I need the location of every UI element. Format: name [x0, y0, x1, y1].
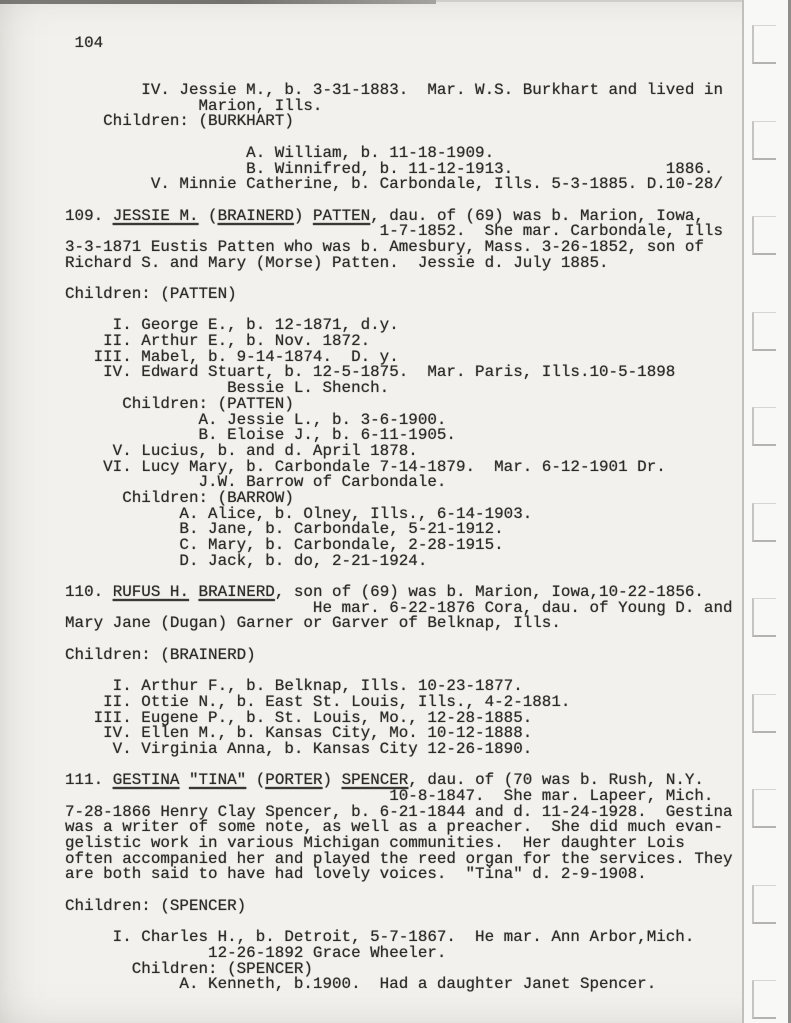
- underlined-text: PORTER: [265, 771, 323, 790]
- text-line: [65, 616, 733, 632]
- text-segment: 1-7-1852. She mar. Carbondale, Ills: [65, 222, 723, 241]
- text-line: [65, 551, 733, 570]
- text-segment: Richard S. and Mary (Morse) Patten. Jessie d. July 1885.: [65, 253, 609, 272]
- text-segment: III. Eugene P., b. St. Louis, Mo., 12-28-1885.: [65, 708, 533, 727]
- text-line: [65, 645, 733, 664]
- text-segment: VI. Lucy Mary, b. Carbondale 7-14-1879. Mar. 6-12-1901 Dr.: [65, 457, 666, 476]
- text-segment: A. William, b. 11-18-1909.: [65, 143, 495, 162]
- text-line: [65, 36, 733, 52]
- text-segment: I. Charles H., b. Detroit, 5-7-1867. He mar. Ann Arbor,Mich.: [65, 928, 695, 947]
- text-segment: 10-8-1847. She mar. Lapeer, Mich.: [65, 787, 714, 805]
- document-lines: [65, 36, 733, 993]
- text-segment: Children: (BRAINERD): [65, 645, 256, 664]
- binder-mark: [752, 25, 776, 64]
- text-segment: IV. Edward Stuart, b. 12-5-1875. Mar. Paris, Ills.10-5-1898: [65, 363, 676, 382]
- text-segment: Children: (BARROW): [65, 488, 294, 507]
- text-line: [65, 287, 733, 303]
- text-segment: II. Arthur E., b. Nov. 1872.: [65, 332, 371, 351]
- underlined-text: PATTEN: [312, 206, 371, 225]
- text-segment: 7-28-1866 Henry Clay Spencer, b. 6-21-1844 and d. 11-24-1928. Gestina: [65, 802, 733, 821]
- text-segment: A. Alice, b. Olney, Ills., 6-14-1903.: [65, 504, 533, 523]
- text-segment: C. Mary, b. Carbondale, 2-28-1915.: [65, 536, 504, 554]
- text-segment: was a writer of some note, as well as a preacher. She did much evan-: [65, 818, 723, 837]
- text-segment: , dau. of (70 was b. Rush, N.Y.: [408, 771, 704, 790]
- binder-mark: [752, 598, 776, 637]
- text-line: [65, 977, 733, 993]
- text-segment: Children: (SPENCER): [65, 959, 313, 978]
- text-line: [65, 177, 733, 193]
- text-segment: B. Winnifred, b. 11-12-1913. 1886.: [65, 159, 714, 178]
- binder-mark: [752, 216, 776, 255]
- binder-mark: [752, 312, 776, 351]
- binder-mark: [752, 407, 776, 446]
- text-segment: (: [198, 206, 218, 225]
- text-segment: Marion, Ills.: [65, 96, 323, 115]
- text-segment: 109.: [65, 206, 113, 225]
- text-segment: V. Lucius, b. and d. April 1878.: [65, 441, 418, 460]
- underlined-text: BRAINERD: [217, 206, 294, 225]
- text-segment: I. Arthur F., b. Belknap, Ills. 10-23-1877.: [65, 677, 523, 696]
- text-line: [65, 52, 733, 68]
- underlined-text: "TINA": [189, 771, 247, 790]
- text-segment: Children: (SPENCER): [65, 896, 247, 915]
- text-segment: D. Jack, b. do, 2-21-1924.: [65, 551, 428, 570]
- underlined-text: GESTINA: [112, 771, 180, 790]
- binder-mark: [752, 885, 776, 924]
- binder-mark: [752, 980, 776, 1019]
- text-segment: B. Jane, b. Carbondale, 5-21-1912.: [65, 520, 504, 539]
- binder-mark: [752, 789, 776, 828]
- scan-top-edge-artifact: [0, 0, 436, 4]
- text-segment: Children: (PATTEN): [65, 285, 237, 303]
- text-segment: Children: (BURKHART): [65, 112, 294, 131]
- text-segment: III. Mabel, b. 9-14-1874. D. y.: [65, 347, 399, 366]
- text-segment: (: [246, 771, 266, 790]
- text-segment: often accompanied her and played the reed organ for the services. They: [65, 849, 733, 868]
- text-line: [65, 253, 733, 272]
- text-segment: , dau. of (69) was b. Marion, Iowa,: [370, 206, 704, 225]
- underlined-text: BRAINERD: [198, 583, 275, 602]
- text-line: [65, 867, 733, 883]
- text-segment: He mar. 6-22-1876 Cora, dau. of Young D. and: [65, 598, 733, 617]
- text-segment: B. Eloise J., b. 6-11-1905.: [65, 426, 456, 445]
- text-segment: IV. Ellen M., b. Kansas City, Mo. 10-12-1888.: [65, 724, 533, 743]
- text-segment: , son of (69) was b. Marion, Iowa,10-22-1856.: [274, 583, 704, 602]
- text-line: [65, 896, 733, 915]
- text-segment: 104: [65, 34, 104, 52]
- text-segment: 12-26-1892 Grace Wheeler.: [65, 943, 447, 962]
- text-segment: I. George E., b. 12-1871, d.y.: [65, 316, 399, 335]
- underlined-text: RUFUS H.: [112, 583, 189, 602]
- text-segment: A. Kenneth, b.1900. Had a daughter Janet Spencer.: [65, 975, 657, 994]
- scan-top-edge-artifact-faint: [436, 0, 742, 2]
- text-segment: 110.: [65, 583, 113, 602]
- text-segment: A. Jessie L., b. 3-6-1900.: [65, 410, 447, 429]
- text-segment: gelistic work in various Michigan communities. Her daughter Lois: [65, 834, 685, 853]
- underlined-text: SPENCER: [341, 771, 409, 790]
- text-line: [65, 739, 733, 758]
- text-segment: Bessie L. Shench.: [65, 379, 390, 398]
- text-segment: V. Virginia Anna, b. Kansas City 12-26-1890.: [65, 739, 533, 758]
- text-segment: IV. Jessie M., b. 3-31-1883. Mar. W.S. Burkhart and lived in: [65, 81, 723, 100]
- text-segment: 3-3-1871 Eustis Patten who was b. Amesbury, Mass. 3-26-1852, son of: [65, 237, 704, 256]
- binder-mark: [752, 694, 776, 733]
- text-line: [65, 114, 733, 130]
- binder-mark: [752, 503, 776, 542]
- binder-mark: [752, 121, 776, 160]
- text-segment: 111.: [65, 771, 113, 790]
- text-segment: V. Minnie Catherine, b. Carbondale, Ills. 5-3-1885. D.10-28/: [65, 175, 723, 194]
- underlined-text: JESSIE M.: [112, 206, 199, 225]
- text-segment: Children: (PATTEN): [65, 394, 294, 413]
- text-segment: are both said to have had lovely voices. "Tina" d. 2-9-1908.: [65, 865, 647, 884]
- text-segment: ): [322, 771, 342, 790]
- text-segment: ): [293, 206, 313, 225]
- text-segment: J.W. Barrow of Carbondale.: [65, 473, 447, 492]
- text-segment: Mary Jane (Dugan) Garner or Garver of Belknap, Ills.: [65, 614, 561, 633]
- text-segment: II. Ottie N., b. East St. Louis, Ills., 4-2-1881.: [65, 692, 571, 711]
